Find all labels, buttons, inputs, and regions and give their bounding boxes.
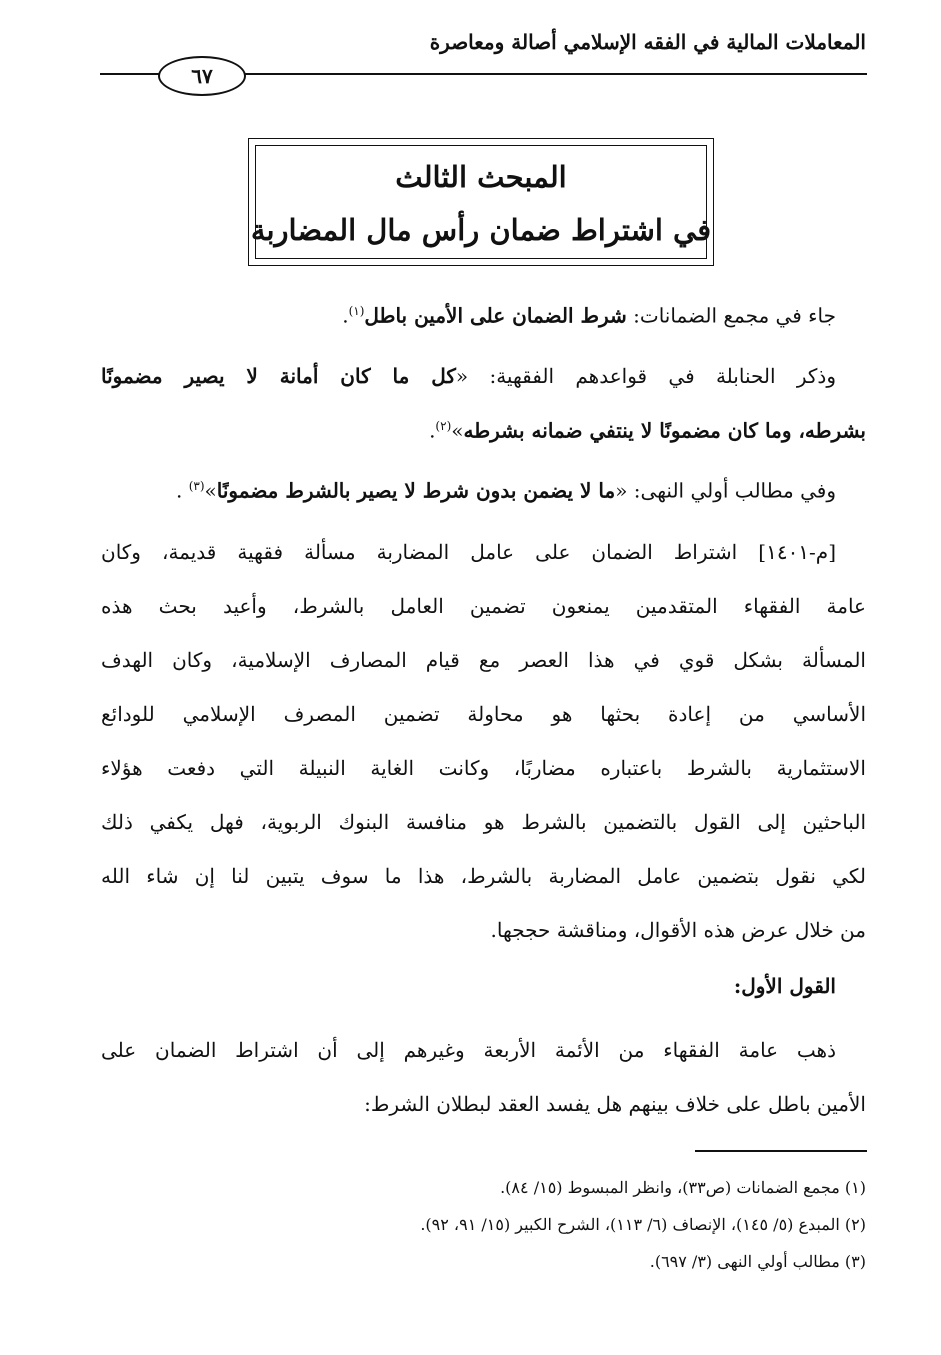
paragraph-4-line-1: [م-١٤٠١] اشتراط الضمان على عامل المضاربة مسألة فقهية قديمة، وكان: [101, 540, 836, 564]
page-number: ٦٧: [191, 64, 213, 88]
paragraph-3-line: [176, 480, 836, 501]
section-heading-text: القول الأول:: [733, 974, 836, 998]
paragraph-4-line-6: الباحثين إلى القول بالتضمين بالشرط هو منافسة البنوك الربوية، فهل يكفي ذلك: [101, 810, 866, 834]
p3-close-quote: »: [204, 478, 217, 503]
p1-quote: شرط الضمان على الأمين باطل: [364, 303, 627, 328]
paragraph-4-line-4: الأساسي من إعادة بحثها هو محاولة تضمين المصرف الإسلامي للودائع: [101, 702, 866, 726]
paragraph-5-line-2: الأمين باطل على خلاف بينهم هل يفسد العقد لبطلان الشرط:: [364, 1092, 866, 1116]
p1-prefix: جاء في مجمع الضمانات:: [626, 303, 836, 328]
chapter-title: المبحث الثالث: [395, 160, 567, 194]
footnote-1: (١) مجمع الضمانات (ص٣٣)، وانظر المبسوط (١٥/ ٨٤).: [500, 1178, 866, 1197]
paragraph-2: [101, 366, 866, 456]
chapter-subtitle: في اشتراط ضمان رأس مال المضاربة: [250, 213, 712, 247]
footnote-ref-3: (٣): [188, 479, 205, 493]
p2-prefix: وذكر الحنابلة في قواعدهم الفقهية: «: [455, 364, 836, 388]
paragraph-4-line-7: لكي نقول بتضمين عامل المضاربة بالشرط، هذا ما سوف يتبين لنا إن شاء الله: [101, 864, 866, 888]
paragraph-5-line-1: ذهب عامة الفقهاء من الأئمة الأربعة وغيرهم إلى أن اشتراط الضمان على: [101, 1038, 836, 1062]
footnote-ref-2: (٢): [435, 419, 452, 433]
paragraph-1-line: [342, 305, 836, 326]
paragraph-4-line-3: المسألة بشكل قوي في هذا العصر مع قيام المصارف الإسلامية، وكان الهدف: [101, 648, 866, 672]
p1-suffix: .: [342, 303, 349, 328]
p2-quote-part-2: بشرطه، وما كان مضمونًا لا ينتفي ضمانه بشرطه: [463, 418, 866, 443]
p3-quote: ما لا يضمن بدون شرط لا يصير بالشرط مضمونًا: [216, 478, 616, 503]
running-header-title: المعاملات المالية في الفقه الإسلامي أصالة ومعاصرة: [429, 30, 866, 54]
footnote-ref-1: (١): [348, 304, 365, 318]
p2-close-quote: »: [451, 418, 464, 443]
p2-suffix: .: [429, 418, 436, 443]
paragraph-4-line-5: الاستثمارية بالشرط باعتباره مضاربًا، وكانت الغاية النبيلة التي دفعت هؤلاء: [101, 756, 866, 780]
paragraph-4-line-8: من خلال عرض هذه الأقوال، ومناقشة حججها.: [490, 918, 866, 942]
paragraph-1: [101, 305, 866, 335]
p3-prefix: وفي مطالب أولي النهى: «: [615, 478, 836, 503]
paragraph-5: [101, 1040, 866, 1130]
footnote-2: (٢) المبدع (٥/ ١٤٥)، الإنصاف (٦/ ١١٣)، الشرح الكبير (١٥/ ٩١، ٩٢).: [420, 1215, 866, 1234]
footnote-separator: [695, 1150, 867, 1152]
paragraph-4-line-2: عامة الفقهاء المتقدمين يمنعون تضمين العامل بالشرط، وأعيد بحث هذه: [101, 594, 866, 618]
p3-suffix: .: [175, 478, 189, 503]
footnote-3: (٣) مطالب أولي النهى (٣/ ٦٩٧).: [649, 1252, 866, 1271]
paragraph-2-line-1: [101, 366, 836, 386]
paragraph-2-line-2: [429, 420, 866, 441]
p2-quote-part-1: كل ما كان أمانة لا يصير مضمونًا: [101, 364, 456, 388]
section-heading: [101, 976, 866, 1006]
page-number-badge: [158, 56, 246, 96]
paragraph-4: [101, 542, 866, 942]
paragraph-3: [101, 480, 866, 510]
